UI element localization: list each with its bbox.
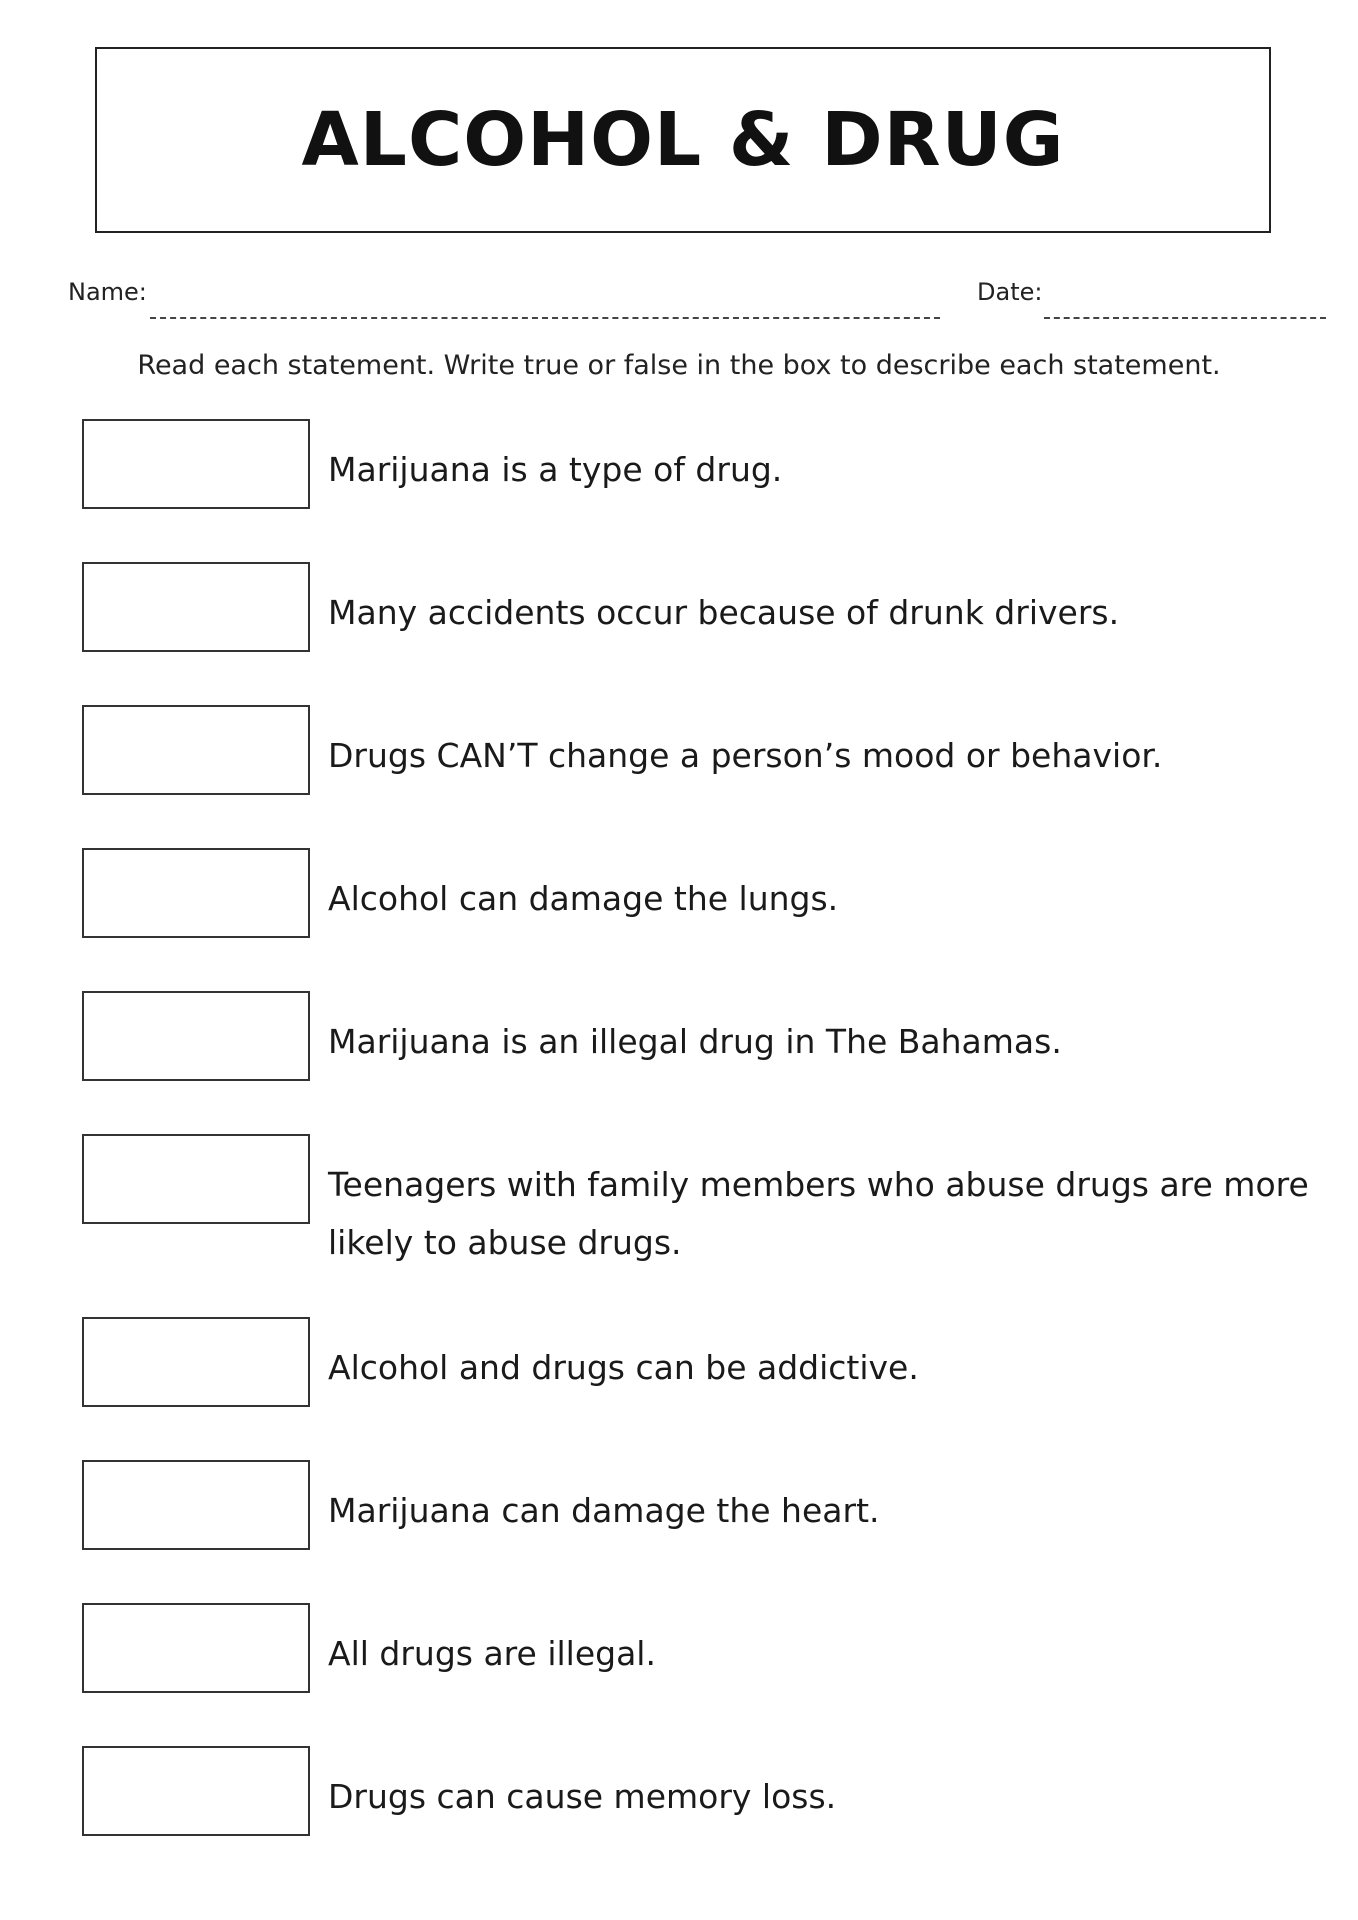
answer-box[interactable]	[82, 419, 310, 509]
page-title: ALCOHOL & DRUG	[301, 97, 1065, 183]
date-label: Date:	[977, 278, 1043, 306]
answer-box[interactable]	[82, 562, 310, 652]
title-box	[95, 47, 1271, 233]
answer-box[interactable]	[82, 1460, 310, 1550]
statement-text: Alcohol can damage the lungs.	[328, 879, 839, 918]
date-field[interactable]	[1044, 317, 1326, 319]
answer-box[interactable]	[82, 1746, 310, 1836]
answer-box[interactable]	[82, 848, 310, 938]
statement-text: Teenagers with family members who abuse drugs are more likely to abuse drugs.	[328, 1165, 1309, 1262]
statement-text: Marijuana is a type of drug.	[328, 450, 783, 489]
statement-text: Marijuana is an illegal drug in The Bahamas.	[328, 1022, 1062, 1061]
statement-text: All drugs are illegal.	[328, 1634, 656, 1673]
answer-box[interactable]	[82, 1134, 310, 1224]
name-field[interactable]	[150, 317, 940, 319]
answer-box[interactable]	[82, 1317, 310, 1407]
instructions: Read each statement. Write true or false in the box to describe each statement.	[137, 350, 1221, 381]
statement-text: Drugs can cause memory loss.	[328, 1777, 837, 1816]
answer-box[interactable]	[82, 1603, 310, 1693]
answer-box[interactable]	[82, 705, 310, 795]
name-label: Name:	[68, 278, 147, 306]
statement-text: Many accidents occur because of drunk drivers.	[328, 593, 1120, 632]
statement-text: Drugs CAN’T change a person’s mood or behavior.	[328, 736, 1163, 775]
answer-box[interactable]	[82, 991, 310, 1081]
statement-text: Alcohol and drugs can be addictive.	[328, 1348, 919, 1387]
statement-text: Marijuana can damage the heart.	[328, 1491, 880, 1530]
